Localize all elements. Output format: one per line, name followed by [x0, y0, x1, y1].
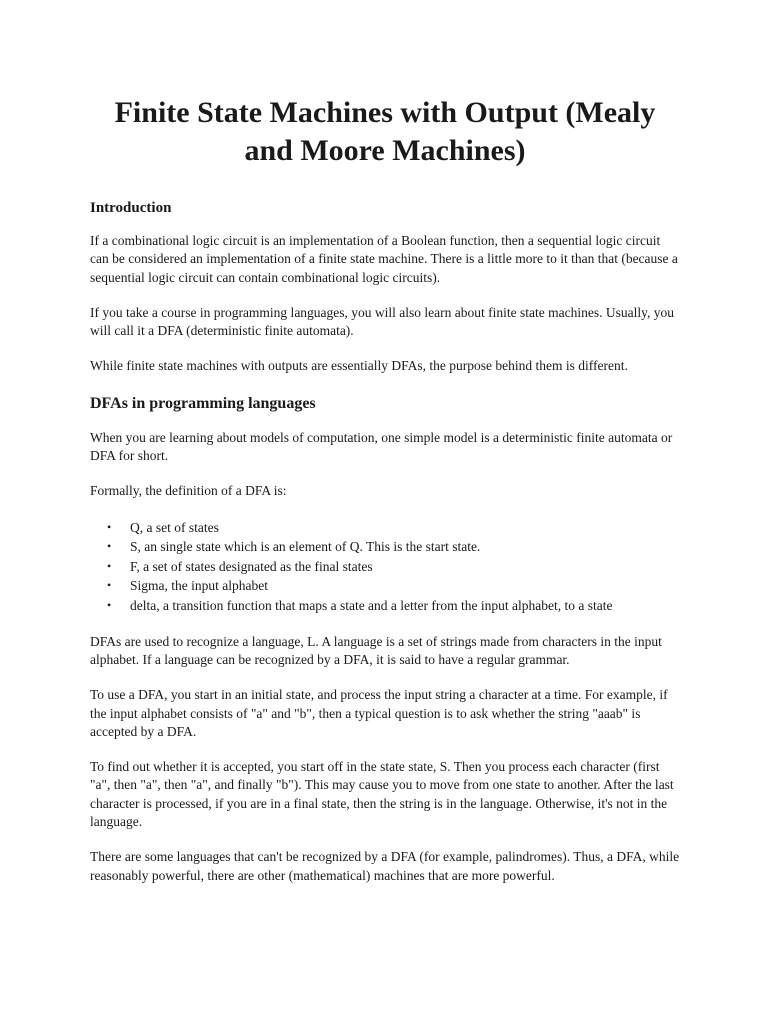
list-item-text: S, an single state which is an element of Q. This is the start state. — [130, 539, 481, 555]
document-title: Finite State Machines with Output (Mealy and Moore Machines) — [114, 96, 656, 167]
paragraph: When you are learning about models of computation, one simple model is a deterministic finite automata or DFA for short. — [90, 429, 673, 464]
list-item — [107, 596, 680, 616]
bullet-icon: • — [107, 539, 112, 554]
paragraph: To find out whether it is accepted, you start off in the state state, S. Then you process each character (first "a", then "a", then "a", and finally "b"). This may cause you to move from one state to another. After the last character is processed, if you are in a final state, then the string is in the language. Otherwise, it's not in the language. — [90, 759, 674, 830]
list-item — [107, 576, 680, 596]
list-item — [107, 518, 680, 538]
bullet-icon: • — [107, 558, 112, 573]
section-heading-dfas: DFAs in programming languages — [90, 394, 316, 412]
document-page — [90, 94, 680, 902]
section-heading-introduction: Introduction — [90, 200, 172, 216]
paragraph: To use a DFA, you start in an initial state, and process the input string a character at a time. For example, if the input alphabet consists of "a" and "b", then a typical question is to ask whether the string "aaab" is accepted by a DFA. — [90, 687, 668, 739]
list-item-text: delta, a transition function that maps a state and a letter from the input alphabet, to a state — [130, 598, 613, 614]
list-item — [107, 557, 680, 577]
list-item-text: Sigma, the input alphabet — [130, 578, 268, 594]
paragraph: DFAs are used to recognize a language, L. A language is a set of strings made from characters in the input alphabet. If a language can be recognized by a DFA, it is said to have a regular grammar. — [90, 633, 662, 667]
bullet-icon: • — [107, 578, 112, 593]
paragraph: If a combinational logic circuit is an implementation of a Boolean function, then a sequential logic circuit can be considered an implementation of a finite state machine. There is a little more to it than that (because a sequential logic circuit can contain combinational logic circuits). — [90, 233, 678, 285]
paragraph: There are some languages that can't be recognized by a DFA (for example, palindromes). Thus, a DFA, while reasonably powerful, there are other (mathematical) machines that are more powerful. — [90, 849, 680, 883]
list-item-text: Q, a set of states — [130, 519, 219, 535]
bullet-icon: • — [107, 519, 112, 534]
list-item-text: F, a set of states designated as the final states — [130, 558, 373, 574]
dfa-definition-list — [90, 518, 680, 616]
paragraph: Formally, the definition of a DFA is: — [90, 483, 287, 499]
bullet-icon: • — [107, 598, 112, 613]
paragraph: While finite state machines with outputs are essentially DFAs, the purpose behind them is different. — [90, 358, 628, 374]
list-item — [107, 537, 680, 557]
paragraph: If you take a course in programming languages, you will also learn about finite state machines. Usually, you will call it a DFA (deterministic finite automata). — [90, 304, 674, 339]
